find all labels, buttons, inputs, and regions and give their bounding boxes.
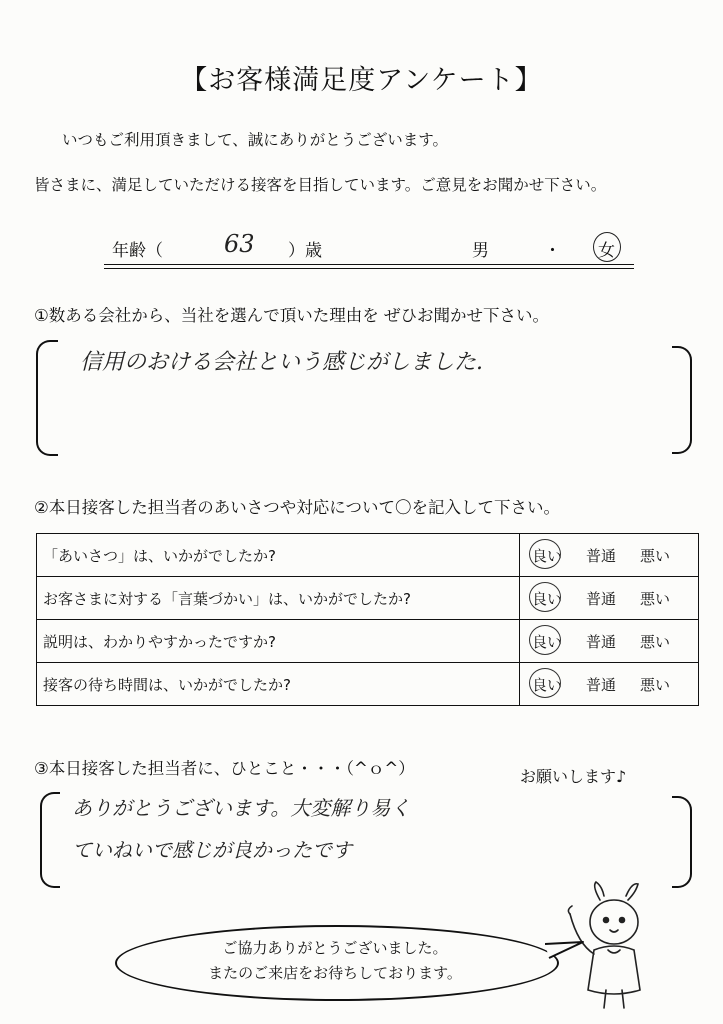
q3-bracket-left	[40, 792, 60, 888]
q3-question: ③本日接客した担当者に、ひとこと・・・（^ｏ^）	[34, 759, 415, 778]
q2-row-options	[520, 577, 699, 620]
option-average[interactable]: 普通	[585, 632, 616, 651]
q2-row-label: お客さまに対する「言葉づかい」は、いかがでしたか?	[37, 577, 520, 620]
option-average[interactable]: 普通	[585, 546, 616, 565]
option-good[interactable]: 良い	[520, 545, 574, 566]
selection-circle	[593, 232, 621, 262]
profile-underline-2	[104, 268, 634, 269]
q3-answer-line-2[interactable]: ていねいで感じが良かったです	[72, 838, 352, 862]
q2-row-options	[520, 534, 699, 577]
age-value[interactable]: 63	[224, 230, 255, 258]
option-good[interactable]: 良い	[520, 631, 574, 652]
option-good[interactable]: 良い	[520, 674, 574, 695]
intro-line-2: 皆さまに、満足していただける接客を目指しています。ご意見をお聞かせ下さい。	[34, 176, 607, 194]
q2-question: ②本日接客した担当者のあいさつや対応について〇を記入して下さい。	[34, 498, 560, 517]
q1-answer[interactable]: 信用のおける会社という感じがしました.	[80, 350, 483, 375]
selection-circle	[529, 668, 561, 698]
option-bad[interactable]: 悪い	[639, 675, 670, 694]
profile-underline	[104, 264, 634, 265]
q2-row-label: 「あいさつ」は、いかがでしたか?	[37, 534, 520, 577]
q2-row-label: 説明は、わかりやすかったですか?	[37, 620, 520, 663]
selection-circle	[529, 539, 561, 569]
option-bad[interactable]: 悪い	[639, 546, 670, 565]
q2-row	[37, 663, 699, 706]
q2-row	[37, 577, 699, 620]
q2-table	[36, 533, 699, 706]
selection-circle	[529, 625, 561, 655]
gender-separator: ・	[544, 241, 561, 261]
q2-row-options	[520, 620, 699, 663]
q1-question: ①数ある会社から、当社を選んで頂いた理由を ぜひお聞かせ下さい。	[34, 306, 550, 325]
q1-bracket-left	[36, 340, 58, 456]
option-average[interactable]: 普通	[585, 589, 616, 608]
selection-circle	[529, 582, 561, 612]
option-average[interactable]: 普通	[585, 675, 616, 694]
q3-request: お願いします♪	[520, 767, 627, 786]
intro-line-1: いつもご利用頂きまして、誠にありがとうございます。	[62, 131, 448, 149]
age-label: 年齢（	[112, 241, 163, 261]
option-bad[interactable]: 悪い	[639, 589, 670, 608]
closing-line-1: ご協力ありがとうございました。	[222, 939, 448, 957]
q1-bracket-right	[672, 346, 692, 454]
gender-male[interactable]: 男	[472, 241, 489, 261]
q3-bracket-right	[672, 796, 692, 888]
q3-answer-line-1[interactable]: ありがとうございます。大変解り易く	[72, 796, 411, 820]
option-good[interactable]: 良い	[520, 588, 574, 609]
survey-title: 【お客様満足度アンケート】	[180, 65, 543, 96]
closing-line-2: またのご来店をお待ちしております。	[208, 964, 462, 982]
q2-row-options	[520, 663, 699, 706]
q2-row	[37, 620, 699, 663]
gender-female[interactable]: 女	[598, 241, 615, 261]
age-suffix: ）歳	[288, 241, 322, 261]
q2-row-label: 接客の待ち時間は、いかがでしたか?	[37, 663, 520, 706]
q2-row	[37, 534, 699, 577]
option-bad[interactable]: 悪い	[639, 632, 670, 651]
